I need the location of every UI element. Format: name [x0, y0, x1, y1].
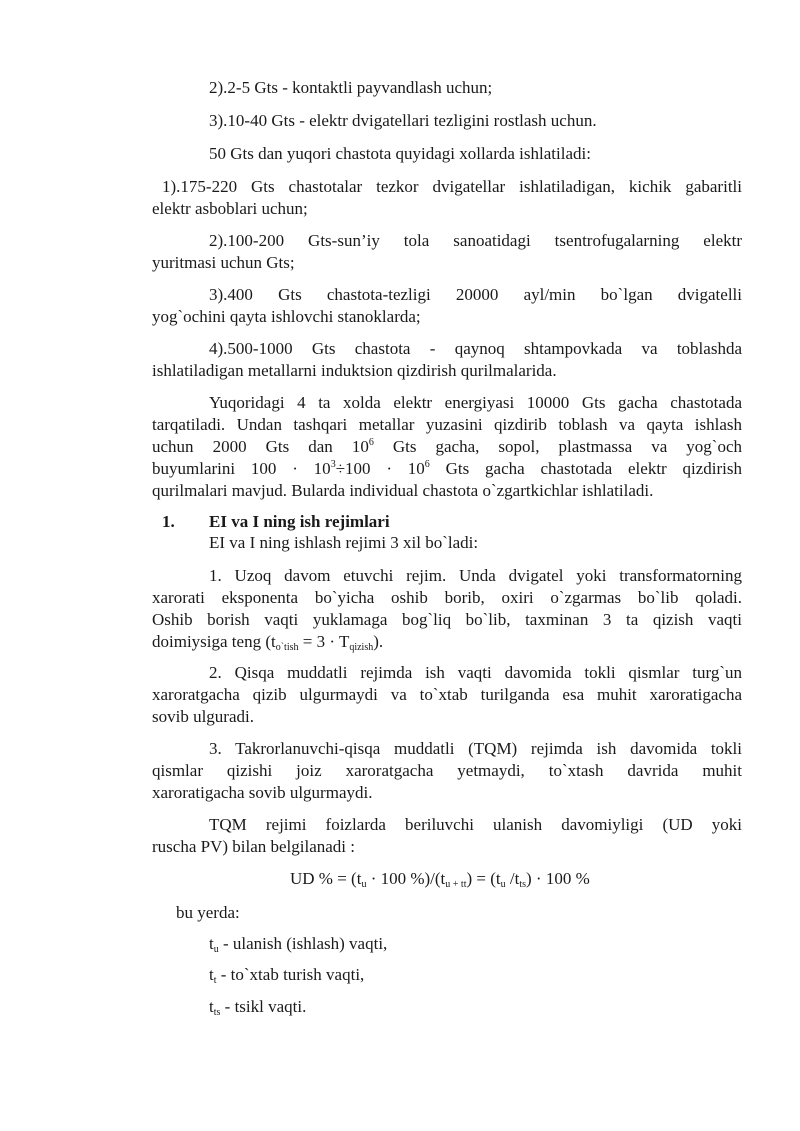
definition-text: - ulanish (ishlash) vaqti,	[218, 934, 388, 953]
paragraph-line: xarorati eksponenta bo`yicha oshib borib, oxiri o`zgarmas bo`lib qoladi.	[152, 588, 742, 607]
text-run: /t	[505, 869, 520, 888]
paragraph-line: 3).400 Gts chastota-tezligi 20000 ayl/min bo`lgan dvigatelli	[209, 285, 742, 304]
paragraph-line: sovib ulguradi.	[152, 707, 254, 726]
text-run: UD % = (t	[290, 869, 362, 888]
paragraph-line: 2).2-5 Gts - kontaktli payvandlash uchun;	[209, 78, 493, 97]
text-run: = 3 · T	[298, 632, 350, 651]
symbol: t	[209, 965, 214, 984]
definition-text: - tsikl vaqti.	[220, 997, 307, 1016]
text-run: ÷100 · 10	[335, 459, 425, 478]
formula	[290, 868, 590, 890]
text-run: ) · 100 %	[526, 869, 590, 888]
paragraph-line: tarqatiladi. Undan tashqari metallar yuzasini qizdirib toblash va qayta ishlash	[152, 415, 742, 434]
subscript: ts	[519, 879, 526, 890]
paragraph-line: 2).100-200 Gts-sun’iy tola sanoatidagi tsentrofugalarning elektr	[209, 231, 742, 250]
paragraph-line: ishlatiladigan metallarni induktsion qizdirish qurilmalarida.	[152, 361, 557, 380]
paragraph-line: TQM rejimi foizlarda beriluvchi ulanish davomiyligi (UD yoki	[209, 815, 742, 834]
paragraph-line: yuritmasi uchun Gts;	[152, 253, 295, 272]
section-heading: EI va I ning ish rejimlari	[209, 512, 390, 531]
paragraph-line: 1. Uzoq davom etuvchi rejim. Unda dvigatel yoki transformatorning	[209, 566, 742, 585]
paragraph-line: 1).175-220 Gts chastotalar tezkor dvigatellar ishlatiladigan, kichik gabaritli	[162, 177, 742, 196]
paragraph-line: 2. Qisqa muddatli rejimda ish vaqti davomida tokli qismlar turg`un	[209, 663, 742, 682]
paragraph-line: EI va I ning ishlash rejimi 3 xil bo`ladi:	[209, 533, 479, 552]
subscript: u	[361, 879, 367, 890]
subscript: u	[213, 944, 219, 955]
paragraph-line: qismlar qizishi joiz xaroratgacha yetmaydi, to`xtash davrida muhit	[152, 761, 742, 780]
text-run: · 100 %)/(t	[366, 869, 446, 888]
paragraph-line	[152, 436, 742, 458]
paragraph-line: 3).10-40 Gts - elektr dvigatellari tezligini rostlash uchun.	[209, 111, 597, 130]
subscript: qizish	[349, 642, 374, 653]
superscript: 6	[424, 459, 430, 470]
symbol: t	[209, 997, 214, 1016]
paragraph-line: yog`ochini qayta ishlovchi stanoklarda;	[152, 307, 421, 326]
superscript: 3	[330, 459, 336, 470]
subscript: o`tish	[275, 642, 299, 653]
text-run: Gts gacha chastotada elektr qizdirish	[429, 459, 743, 478]
paragraph-line: qurilmalari mavjud. Bularda individual chastota o`zgartkichlar ishlatiladi.	[152, 481, 654, 500]
subscript: t	[463, 879, 467, 890]
paragraph-line	[152, 631, 383, 653]
paragraph-line	[152, 458, 742, 480]
definition-item	[209, 996, 306, 1018]
paragraph-line: bu yerda:	[176, 903, 240, 922]
paragraph-line: ruscha PV) bilan belgilanadi :	[152, 837, 356, 856]
definition-item	[209, 964, 364, 986]
subscript: ts	[213, 1007, 221, 1018]
paragraph-line: xaroratigacha sovib ulgurmaydi.	[152, 783, 373, 802]
text-run: ) = (t	[466, 869, 501, 888]
text-run: uchun 2000 Gts dan 10	[152, 437, 369, 456]
definition-item	[209, 933, 387, 955]
text-run: Gts gacha, sopol, plastmassa va yog`och	[373, 437, 742, 456]
subscript: t	[213, 975, 217, 986]
paragraph-line: xaroratgacha qizib ulgurmaydi va to`xtab turilganda esa muhit xaroratigacha	[152, 685, 742, 704]
text-run: buyumlarini 100 · 10	[152, 459, 331, 478]
paragraph-line: 4).500-1000 Gts chastota - qaynoq shtampovkada va toblashda	[209, 339, 742, 358]
paragraph-line: 3. Takrorlanuvchi-qisqa muddatli (TQM) rejimda ish davomida tokli	[209, 739, 742, 758]
symbol: t	[209, 934, 214, 953]
section-number: 1.	[162, 512, 175, 531]
paragraph-line: elektr asboblari uchun;	[152, 199, 308, 218]
text-run: doimiysiga teng (t	[152, 632, 276, 651]
subscript: u + t	[445, 879, 464, 890]
paragraph-line: Oshib borish vaqti yuklamaga bog`liq bo`lib, taxminan 3 ta qizish vaqti	[152, 610, 742, 629]
definition-text: - to`xtab turish vaqti,	[216, 965, 365, 984]
paragraph-line: 50 Gts dan yuqori chastota quyidagi xollarda ishlatiladi:	[209, 144, 591, 163]
paragraph-line: Yuqoridagi 4 ta xolda elektr energiyasi 10000 Gts gacha chastotada	[209, 393, 742, 412]
superscript: 6	[368, 437, 374, 448]
subscript: u	[500, 879, 506, 890]
text-run: ).	[373, 632, 384, 651]
